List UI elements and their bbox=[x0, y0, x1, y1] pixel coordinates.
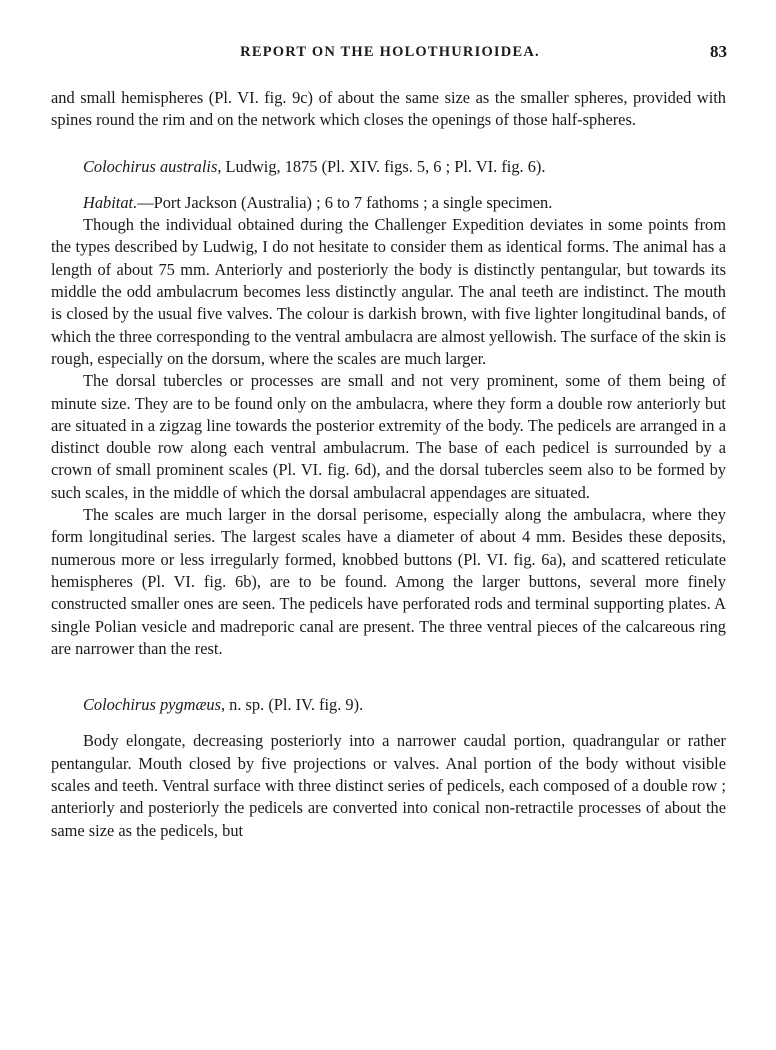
habitat-line bbox=[51, 192, 726, 214]
species-name: Colochirus australis bbox=[83, 156, 218, 176]
paragraph: Though the individual obtained during the Challenger Expedition deviates in some points from the types described by Ludwig, I do not hesitate to consider them as identical forms. The animal has a length of about 75 mm. Anteriorly and posteriorly the body is distinctly pentangular, but towards its middle the odd ambulacrum becomes less distinctly angular. The anal teeth are indistinct. The mouth is closed by the usual five valves. The colour is darkish brown, with five lighter longitudinal bands, of which the three corresponding to the ventral ambulacra are almost yellowish. The surface of the skin is rough, especially on the dorsum, where the scales are much larger. bbox=[51, 215, 726, 368]
habitat-text: —Port Jackson (Australia) ; 6 to 7 fathoms ; a single specimen. bbox=[137, 192, 553, 212]
species-authority: , n. sp. (Pl. IV. fig. 9). bbox=[220, 695, 364, 715]
page-body bbox=[51, 87, 726, 842]
species-heading-australis bbox=[51, 156, 726, 178]
paragraph: The scales are much larger in the dorsal perisome, especially along the ambulacra, where they form longitudinal series. The largest scales have a diameter of about 4 mm. Besides these deposits, numerous more or less irregularly formed, knobbed buttons (Pl. VI. fig. 6a), and scattered reticulate hemispheres (Pl. VI. fig. 6b), are to be found. Among the larger buttons, several more finely constructed smaller ones are seen. The pedicels have perforated rods and terminal supporting plates. A single Polian vesicle and madreporic canal are present. The three ventral pieces of the calcareous ring are narrower than the rest. bbox=[51, 505, 726, 658]
running-head: REPORT ON THE HOLOTHURIOIDEA. bbox=[240, 44, 540, 60]
intro-paragraph: and small hemispheres (Pl. VI. fig. 9c) of about the same size as the smaller spheres, provided with spines round the rim and on the network which closes the openings of those half-spheres. bbox=[51, 88, 726, 130]
species-authority: , Ludwig, 1875 (Pl. XIV. figs. 5, 6 ; Pl. VI. fig. 6). bbox=[217, 156, 546, 176]
page-header bbox=[53, 44, 727, 66]
paragraph: Body elongate, decreasing posteriorly into a narrower caudal portion, quadrangular or rather pentangular. Mouth closed by five projections or valves. Anal portion of the body without visible scales and teeth. Ventral surface with three distinct series of pedicels, each composed of a double row ; anteriorly and posteriorly the pedicels are converted into conical non-retractile processes of about the same size as the pedicels, but bbox=[51, 731, 726, 840]
page-number: 83 bbox=[710, 42, 727, 61]
habitat-label: Habitat. bbox=[83, 192, 138, 212]
species-name: Colochirus pygmæus bbox=[83, 695, 221, 715]
species-heading-pygmaeus bbox=[51, 694, 726, 716]
paragraph: The dorsal tubercles or processes are small and not very prominent, some of them being of minute size. They are to be found only on the ambulacra, where they form a double row anteriorly but are situated in a zigzag line towards the posterior extremity of the body. The pedicels are arranged in a distinct double row along each ventral ambulacrum. The base of each pedicel is surrounded by a crown of small prominent scales (Pl. VI. fig. 6d), and the dorsal tubercles seem also to be formed by such scales, in the middle of which the dorsal ambulacral appendages are situated. bbox=[51, 371, 726, 502]
